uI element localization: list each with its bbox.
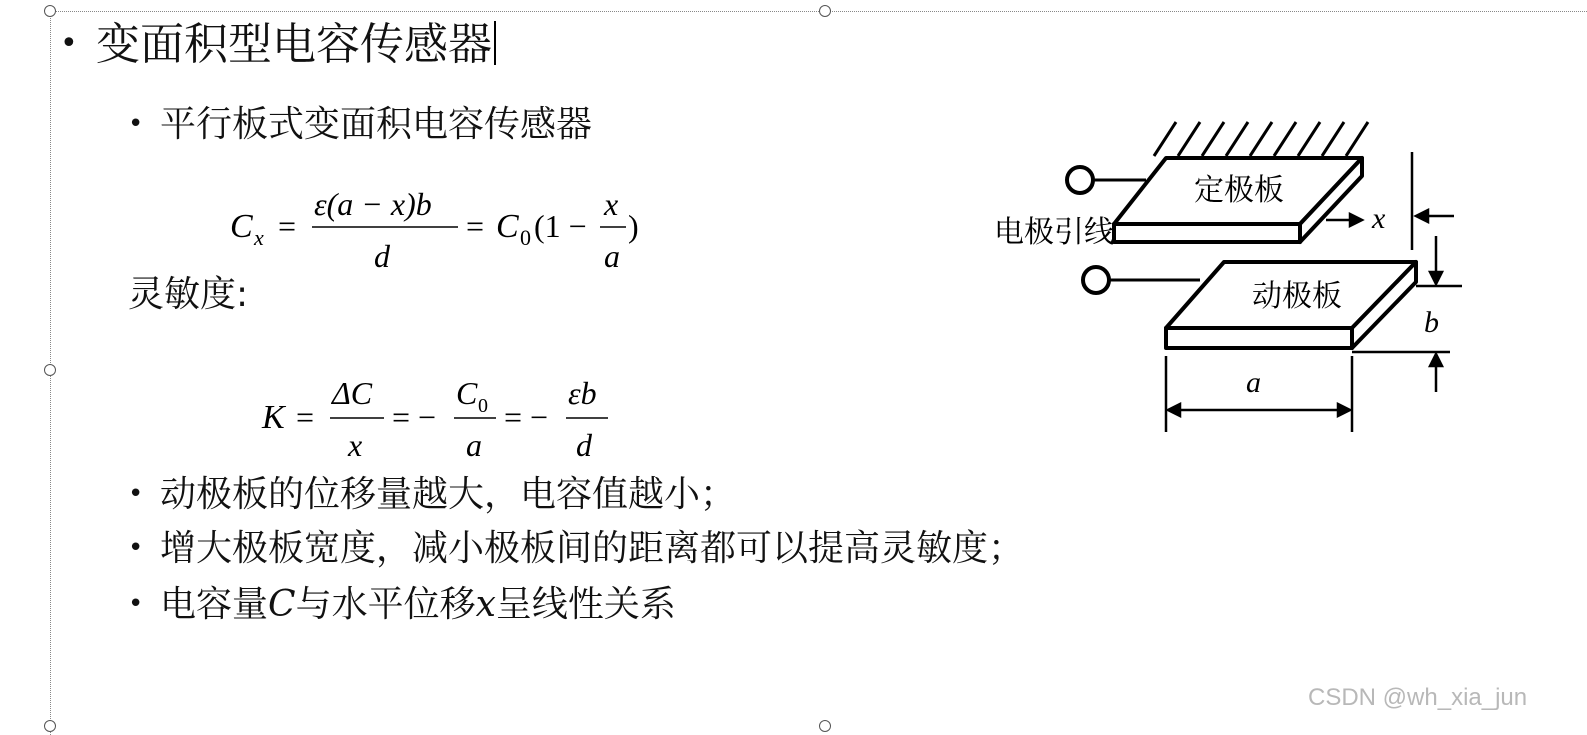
eq-cx-equals-1: = <box>278 208 297 244</box>
bullet-dot: • <box>60 26 78 61</box>
eq-cx-c0: C <box>496 208 519 245</box>
eq-cx-lhs: C <box>230 208 253 245</box>
dimension-a-label: a <box>1246 366 1261 399</box>
moving-plate-label: 动极板 <box>1252 279 1342 314</box>
slide-title-text: 变面积型电容传感器 <box>96 19 492 70</box>
eq-k-frac2-den: a <box>466 427 482 463</box>
eq-k-frac2-num: C <box>456 375 478 411</box>
bullet-item[interactable] <box>128 526 1024 571</box>
resize-handle-bottom-left[interactable] <box>44 720 56 732</box>
eq-cx-numerator: ε(a − x)b <box>314 186 432 222</box>
variable-c: C <box>268 584 296 625</box>
bullet-item[interactable] <box>128 472 736 517</box>
slide-title[interactable] <box>60 16 496 73</box>
eq-k-equals-1: = <box>296 399 315 435</box>
fixed-plate-label: 定极板 <box>1194 173 1284 208</box>
bullet-dot: • <box>128 589 144 619</box>
eq-cx-paren-close: ) <box>628 208 639 244</box>
subtitle-text: 平行板式变面积电容传感器 <box>160 104 593 145</box>
electrode-lead-label: 电极引线 <box>994 215 1114 250</box>
bullet-item[interactable] <box>128 582 676 627</box>
bullet-text-middle: 与水平位移 <box>295 584 476 625</box>
equation-k <box>260 368 620 468</box>
eq-cx-lhs-sub: x <box>254 225 264 250</box>
fixed-mount-hatch <box>1154 122 1368 156</box>
eq-cx-paren-open: (1 − <box>534 208 587 244</box>
dimension-b-label: b <box>1424 306 1439 339</box>
bullet-text: 增大极板宽度，减小极板间的距离都可以提高灵敏度； <box>160 528 1025 569</box>
resize-handle-bottom-center[interactable] <box>819 720 831 732</box>
eq-cx-c0-sub: 0 <box>520 225 531 250</box>
eq-k-equals-2: = − <box>392 399 437 435</box>
eq-k-frac3-num: εb <box>568 375 597 411</box>
bullet-dot: • <box>128 479 144 509</box>
text-caret <box>494 21 496 65</box>
resize-handle-top-center[interactable] <box>819 5 831 17</box>
resize-handle-top-left[interactable] <box>44 5 56 17</box>
variable-x: x <box>475 584 496 625</box>
subtitle-bullet[interactable] <box>128 102 592 147</box>
dimension-x-label: x <box>1372 202 1386 235</box>
sensitivity-label: 灵敏度: <box>128 274 249 315</box>
eq-k-equals-3: = − <box>504 399 549 435</box>
bullet-text: 动极板的位移量越大，电容值越小； <box>160 474 737 515</box>
eq-k-frac2-num-sub: 0 <box>478 395 488 417</box>
eq-cx-small-num: x <box>604 186 619 222</box>
bullet-dot: • <box>128 533 144 563</box>
eq-cx-equals-2: = <box>466 208 485 244</box>
eq-k-frac1-num: ΔC <box>332 375 373 411</box>
eq-cx-denominator: d <box>374 238 390 274</box>
eq-k-frac3-den: d <box>576 427 592 463</box>
equation-cx <box>228 185 658 275</box>
eq-k-frac1-den: x <box>348 427 363 463</box>
bullet-text-prefix: 电容量 <box>160 584 269 625</box>
watermark: CSDN @wh_xia_jun <box>1308 684 1528 711</box>
eq-k-lhs: K <box>262 399 285 436</box>
capacitor-diagram[interactable] <box>980 110 1580 450</box>
eq-cx-small-den: a <box>604 238 620 274</box>
bullet-dot: • <box>128 109 144 139</box>
resize-handle-middle-left[interactable] <box>44 364 56 376</box>
bullet-text-suffix: 呈线性关系 <box>495 584 676 625</box>
